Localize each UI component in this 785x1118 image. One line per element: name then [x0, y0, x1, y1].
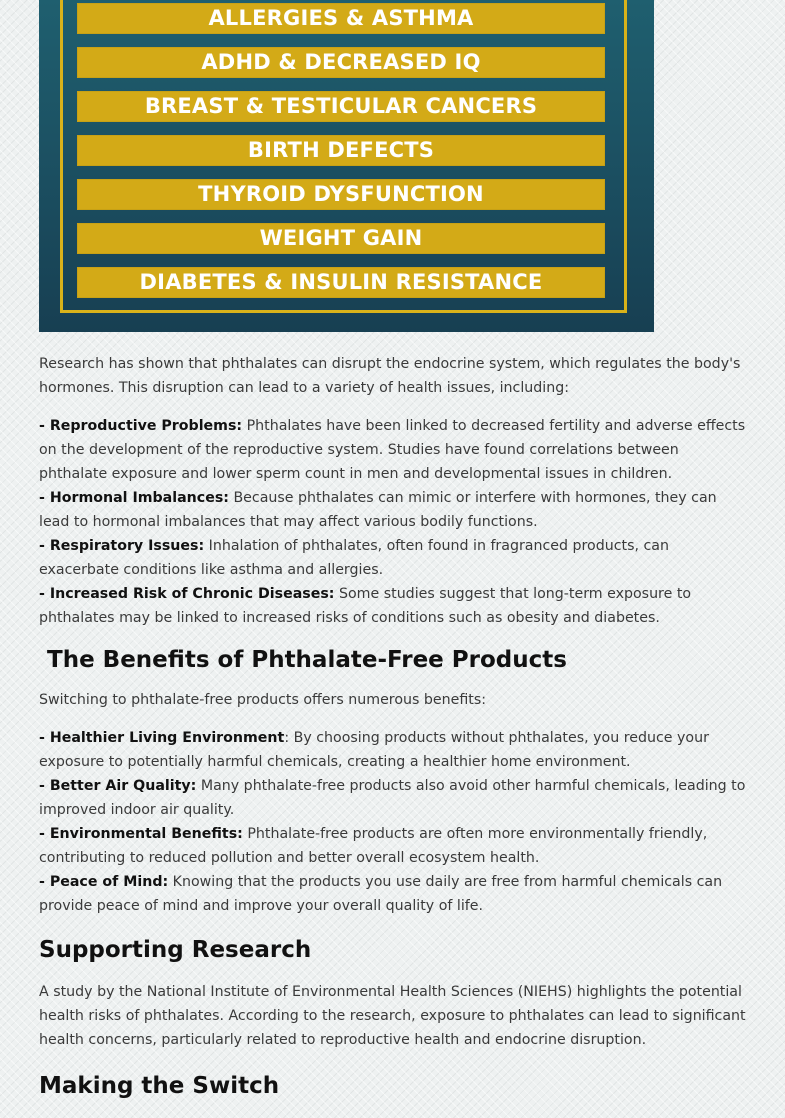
list-item-text: Some studies suggest that long-term exposure to phthalates may be linked to increased risks of conditions such as obesity and diabetes. [39, 586, 692, 626]
infographic-bar-thyroid: THYROID DYSFUNCTION [77, 179, 605, 210]
list-item [39, 486, 749, 534]
list-item-term: - Peace of Mind: [39, 874, 169, 890]
list-item [39, 534, 749, 582]
list-item [39, 822, 749, 870]
list-item [39, 774, 749, 822]
list-item-term: - Reproductive Problems: [39, 418, 243, 434]
intro-paragraph: Research has shown that phthalates can disrupt the endocrine system, which regulates the body's hormones. This disruption can lead to a variety of health issues, including: [39, 356, 741, 396]
infographic-bar-allergies: ALLERGIES & ASTHMA [77, 3, 605, 34]
article-body [39, 352, 749, 1102]
infographic-bar-adhd: ADHD & DECREASED IQ [77, 47, 605, 78]
infographic-bar-cancers: BREAST & TESTICULAR CANCERS [77, 91, 605, 122]
list-item [39, 726, 749, 774]
list-item-text: Inhalation of phthalates, often found in fragranced products, can exacerbate conditions like asthma and allergies. [39, 538, 669, 578]
list-item-term: - Healthier Living Environment [39, 730, 285, 746]
health-issues-list [39, 414, 749, 630]
list-item [39, 414, 749, 486]
list-item [39, 870, 749, 918]
list-item-text: Knowing that the products you use daily are free from harmful chemicals can provide peace of mind and improve your overall quality of life. [39, 874, 723, 914]
research-heading: Supporting Research [39, 937, 312, 963]
infographic-bar-birth-defects: BIRTH DEFECTS [77, 135, 605, 166]
list-item-text: Phthalate-free products are often more environmentally friendly, contributing to reduced pollution and better overall ecosystem health. [39, 826, 708, 866]
list-item-term: - Environmental Benefits: [39, 826, 243, 842]
list-item-term: - Increased Risk of Chronic Diseases: [39, 586, 335, 602]
health-effects-infographic [39, 0, 654, 332]
list-item [39, 582, 749, 630]
list-item-term: - Respiratory Issues: [39, 538, 205, 554]
infographic-bar-weight-gain: WEIGHT GAIN [77, 223, 605, 254]
benefits-intro: Switching to phthalate-free products offers numerous benefits: [39, 692, 487, 708]
switch-heading: Making the Switch [39, 1073, 280, 1099]
benefits-heading: The Benefits of Phthalate-Free Products [39, 647, 567, 673]
list-item-text: Because phthalates can mimic or interfere with hormones, they can lead to hormonal imbalances that may affect various bodily functions. [39, 490, 717, 530]
infographic-bar-diabetes: DIABETES & INSULIN RESISTANCE [77, 267, 605, 298]
benefits-list [39, 726, 749, 918]
list-item-term: - Hormonal Imbalances: [39, 490, 229, 506]
list-item-term: - Better Air Quality: [39, 778, 197, 794]
list-item-text: : By choosing products without phthalates, you reduce your exposure to potentially harmful chemicals, creating a healthier home environment. [39, 730, 709, 770]
list-item-text: Phthalates have been linked to decreased fertility and adverse effects on the development of the reproductive system. Studies have found correlations between phthalate exposure and lower sperm count in men and developmental issues in children. [39, 418, 746, 482]
list-item-text: Many phthalate-free products also avoid other harmful chemicals, leading to improved indoor air quality. [39, 778, 746, 818]
research-paragraph: A study by the National Institute of Environmental Health Sciences (NIEHS) highlights the potential health risks of phthalates. According to the research, exposure to phthalates can lead to significant health concerns, particularly related to reproductive health and endocrine disruption. [39, 984, 746, 1048]
